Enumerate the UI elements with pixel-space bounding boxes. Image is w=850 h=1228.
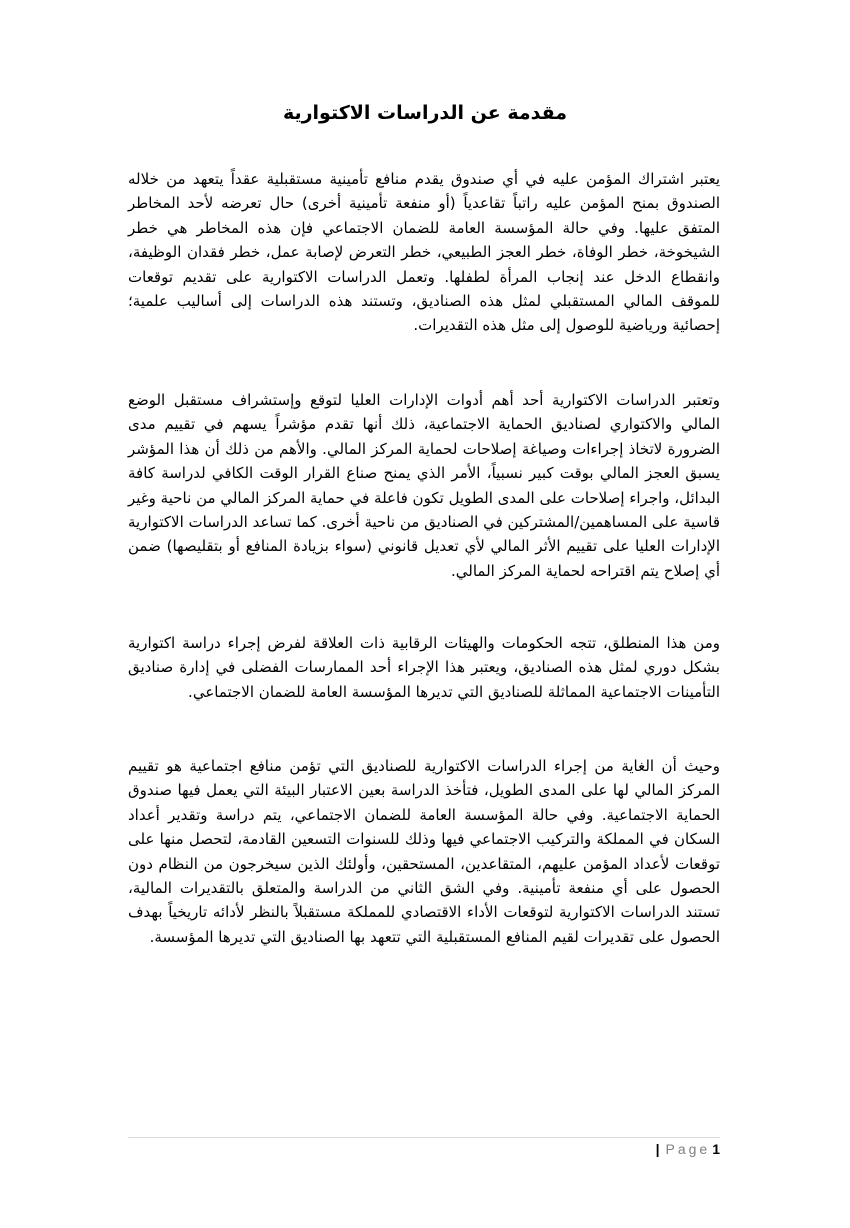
paragraph-methodology: وحيث أن الغاية من إجراء الدراسات الاكتوارية للصناديق التي تؤمن منافع اجتماعية هو تقييم المركز المالي لها على المدى الطويل، فتأخذ الدراسة بعين الاعتبار البيئة التي يعمل فيها صندوق الحماية الاجتماعية. وفي حالة المؤسسة العامة للضمان الاجتماعي، يتم دراسة وتقدير أعداد السكان في المملكة والتركيب الاجتماعي فيها وذلك للسنوات التسعين القادمة، لتحصل منها على توقعات لأعداد المؤمن عليهم، المتقاعدين، المستحقين، وأولئك الذين سيخرجون من النظام دون الحصول على أي منفعة تأمينية. وفي الشق الثاني من الدراسة والمتعلق بالتقديرات المالية، تستند الدراسات الاكتوارية لتوقعات الأداء الاقتصادي للمملكة مستقبلاً بالنظر لأدائه تاريخياً بهدف الحصول على تقديرات لقيم المنافع المستقبلية التي تتعهد بها الصناديق التي تديرها المؤسسة.	[128, 757, 720, 946]
page-number: 1	[712, 1141, 720, 1157]
paragraph-importance: وتعتبر الدراسات الاكتوارية أحد أهم أدوات الإدارات العليا لتوقع وإستشراف مستقبل الوضع المالي والاكتواري لصناديق الحماية الاجتماعية، ذلك أنها تقدم مؤشراً يسهم في تقييم مدى الضرورة لاتخاذ إجراءات وصياغة إصلاحات لحماية المركز المالي. والأهم من ذلك أن هذا المؤشر يسبق العجز المالي بوقت كبير نسبياً، الأمر الذي يمنح صناع القرار الوقت الكافي لدراسة كافة البدائل، واجراء إصلاحات على المدى الطويل تكون فاعلة في حماية المركز المالي من ناحية وغير قاسية على المساهمين/المشتركين في الصناديق من ناحية أخرى. كما تساعد الدراسات الاكتوارية الإدارات العليا على تقييم الأثر المالي لأي تعديل قانوني (سواء بزيادة المنافع أو بتقليصها) ضمن أي إصلاح يتم اقتراحه لحماية المركز المالي.	[128, 391, 720, 580]
paragraph-regulation: ومن هذا المنطلق، تتجه الحكومات والهيئات الرقابية ذات العلاقة لفرض إجراء دراسة اكتوارية بشكل دوري لمثل هذه الصناديق، ويعتبر هذا الإجراء أحد الممارسات الفضلى في إدارة صناديق التأمينات الاجتماعية المماثلة للصناديق التي تديرها المؤسسة العامة للضمان الاجتماعي.	[128, 634, 720, 701]
paragraph-intro: يعتبر اشتراك المؤمن عليه في أي صندوق يقدم منافع تأمينية مستقبلية عقداً يتعهد من خلاله الصندوق بمنح المؤمن عليه راتباً تقاعدياً (أو منفعة تأمينية أخرى) حال تعرضه لأحد المخاطر المتفق عليها. وفي حالة المؤسسة العامة للضمان الاجتماعي فإن هذه المخاطر هي خطر الشيخوخة، خطر الوفاة، خطر العجز الطبيعي، خطر التعرض لإصابة عمل، خطر فقدان الوظيفة، وانقطاع الدخل عند إنجاب المرأة لطفلها. وتعمل الدراسات الاكتوارية على تقديم توقعات للموقف المالي المستقبلي لمثل هذه الصناديق، وتستند هذه الدراسات إلى أساليب علمية؛ إحصائية ورياضية للوصول إلى مثل هذه التقديرات.	[128, 170, 720, 335]
footer-separator: |	[655, 1141, 660, 1157]
page-footer	[656, 1140, 720, 1158]
page-title: مقدمة عن الدراسات الاكتوارية	[282, 102, 568, 124]
footer-page-label: Page	[665, 1141, 711, 1157]
footer-divider	[128, 1137, 720, 1138]
